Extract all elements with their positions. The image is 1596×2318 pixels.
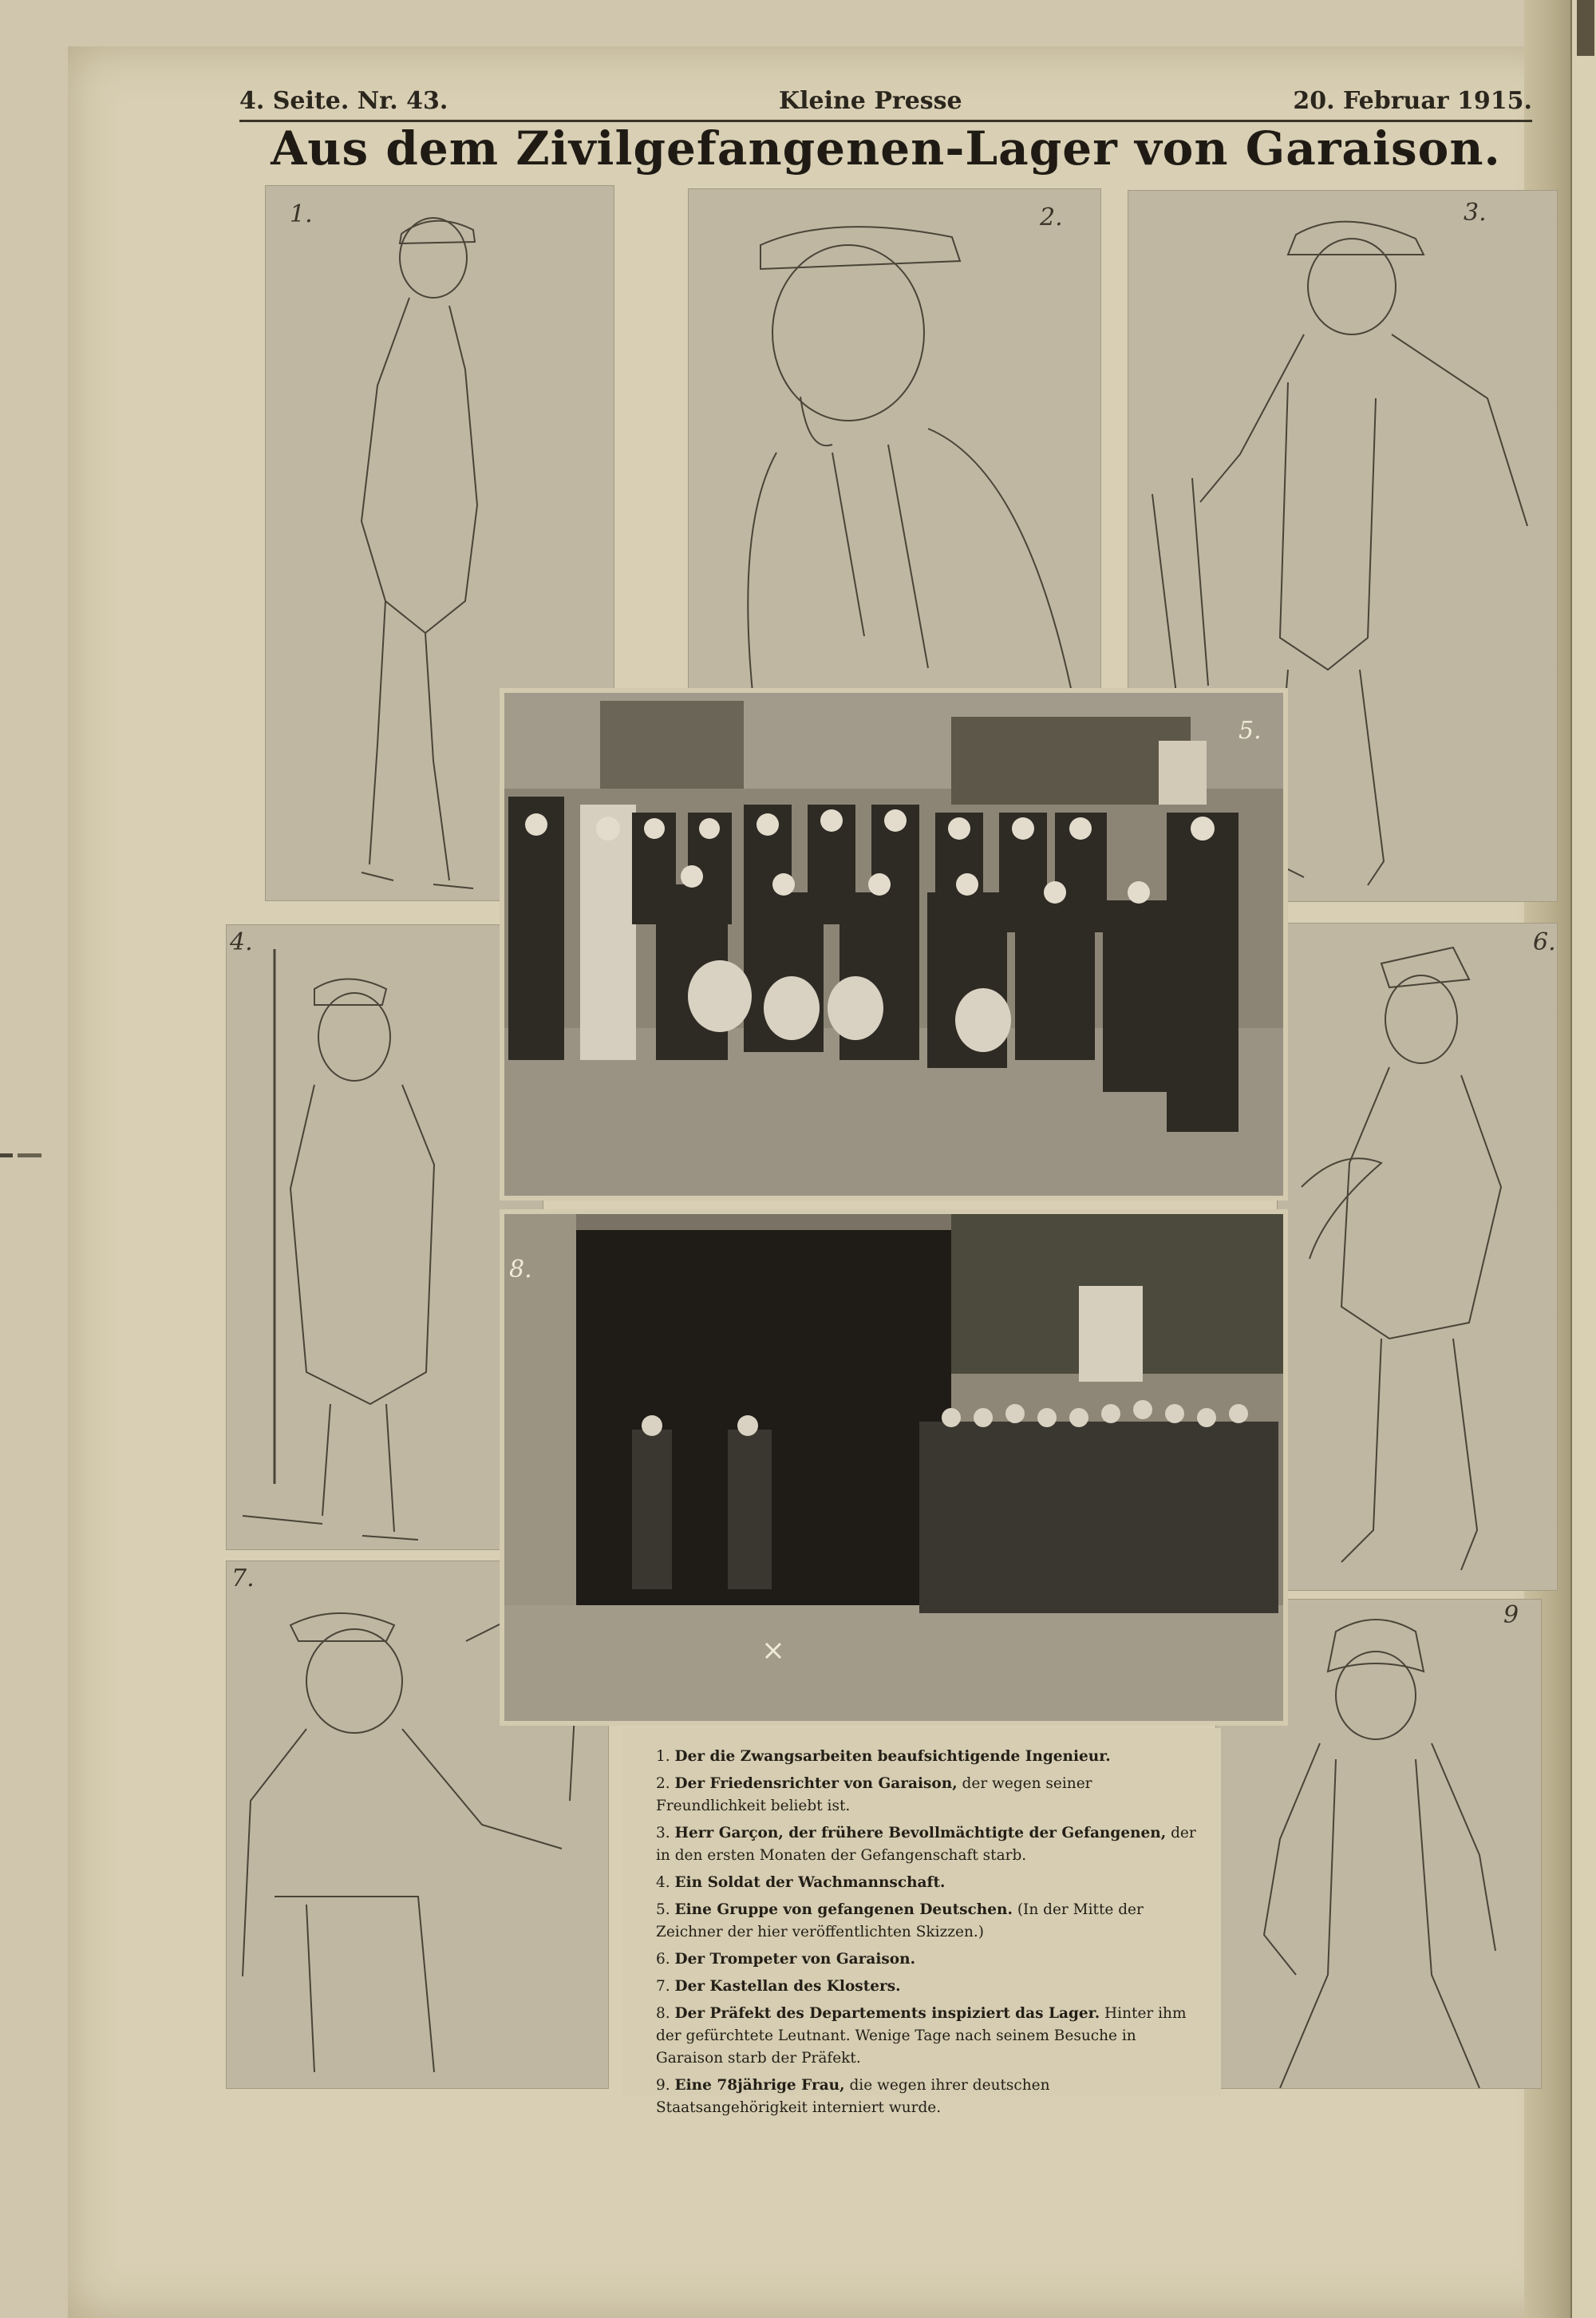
page-headline: Aus dem Zivilgefangenen-Lager von Garaison.: [271, 121, 1501, 176]
sketch-2-justice: [688, 188, 1101, 693]
sketch-6-trumpeter: [1277, 923, 1558, 1591]
next-page-edge: [1570, 0, 1596, 2318]
page-header: [239, 80, 1532, 122]
caption-item: 5. Eine Gruppe von gefangenen Deutschen. (In der Mitte der Zeichner der hier veröffentlichten Skizzen.): [656, 1901, 1144, 1940]
photo-8-image: [504, 1214, 1283, 1721]
figure-number: 5.: [1238, 717, 1262, 745]
photo-5-image: [504, 693, 1283, 1196]
figure-number: 4.: [230, 928, 253, 956]
header-paper-name: Kleine Presse: [779, 87, 962, 115]
caption-item: 3. Herr Garçon, der frühere Bevollmächtigte der Gefangenen, der in den ersten Monaten der Gefangenschaft starb.: [656, 1825, 1196, 1864]
caption-item: 8. Der Präfekt des Departements inspiziert das Lager. Hinter ihm der gefürchtete Leutnant. Wenige Tage nach seinem Besuche in Garaison starb der Präfekt.: [656, 2005, 1187, 2067]
figure-number: 6.: [1533, 928, 1556, 956]
caption-list: [622, 1728, 1221, 2116]
figure-number: 3.: [1464, 199, 1487, 227]
caption-item: 6. Der Trompeter von Garaison.: [656, 1951, 916, 1968]
figure-number: 8.: [509, 1256, 532, 1284]
margin-mark: [0, 1149, 48, 1161]
sketch-6-drawing: [1278, 924, 1557, 1590]
caption-item: 2. Der Friedensrichter von Garaison, der wegen seiner Freundlichkeit beliebt ist.: [656, 1775, 1092, 1814]
sketch-4-drawing: [227, 925, 543, 1549]
photo-8-prefect-inspection: [500, 1209, 1288, 1726]
header-page-number: 4. Seite. Nr. 43.: [239, 87, 448, 115]
figure-number: 9: [1503, 1601, 1519, 1629]
caption-item: 7. Der Kastellan des Klosters.: [656, 1978, 901, 1995]
figure-number: 1.: [290, 200, 313, 228]
sketch-4-soldier: [226, 924, 543, 1550]
figure-number: 2.: [1040, 204, 1063, 231]
caption-item: 1. Der die Zwangsarbeiten beaufsichtigende Ingenieur.: [656, 1748, 1111, 1765]
page-tab-mark: [1577, 0, 1594, 56]
caption-item: 9. Eine 78jährige Frau, die wegen ihrer deutschen Staatsangehörigkeit interniert wurde.: [656, 2077, 1050, 2116]
figure-number: 7.: [231, 1564, 255, 1592]
photo-5-group: [500, 688, 1288, 1201]
sketch-2-drawing: [689, 189, 1100, 692]
header-date: 20. Februar 1915.: [1293, 87, 1532, 115]
caption-item: 4. Ein Soldat der Wachmannschaft.: [656, 1874, 946, 1891]
